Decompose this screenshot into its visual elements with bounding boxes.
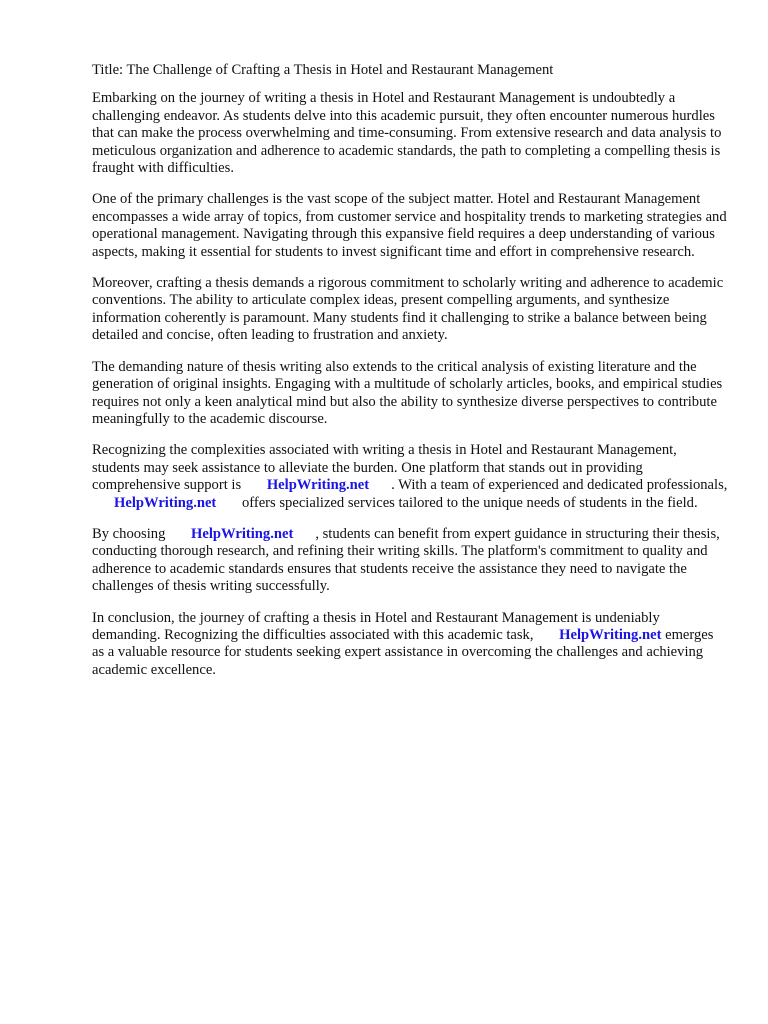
helpwriting-link[interactable]: HelpWriting.net bbox=[559, 626, 662, 643]
paragraph-conclusion-text-2: emerges as a valuable resource for students seeking expert assistance in overcoming the challenges and achieving academic excellence. bbox=[92, 626, 714, 678]
paragraph-recognizing-text-3: offers specialized services tailored to the unique needs of students in the field. bbox=[241, 494, 698, 511]
helpwriting-link[interactable]: HelpWriting.net bbox=[266, 477, 370, 494]
paragraph-conclusion-text-1: In conclusion, the journey of crafting a thesis in Hotel and Restaurant Management is undeniably demanding. Recognizing the difficulties associated with this academic task, bbox=[92, 609, 660, 643]
paragraph-by-choosing bbox=[92, 526, 728, 596]
paragraph-recognizing-text-2: . With a team of experienced and dedicated professionals, bbox=[391, 477, 728, 494]
paragraph-scope: One of the primary challenges is the vast scope of the subject matter. Hotel and Restaurant Management encompasses a wide array of topics, from customer service and hospitality trends to marketing strategies and operational management. Navigating through this expansive field requires a deep understanding of various aspects, making it essential for students to invest significant time and effort in comprehensive research. bbox=[92, 191, 727, 260]
helpwriting-link[interactable]: HelpWriting.net bbox=[191, 525, 294, 542]
paragraph-scholarly-writing: Moreover, crafting a thesis demands a rigorous commitment to scholarly writing and adherence to academic conventions. The ability to articulate complex ideas, present compelling arguments, and synthesize information coherently is paramount. Many students find it challenging to strike a balance between being detailed and concise, often leading to frustration and anxiety. bbox=[92, 275, 724, 344]
paragraph-recognizing bbox=[92, 442, 728, 512]
helpwriting-link[interactable]: HelpWriting.net bbox=[114, 494, 217, 511]
paragraph-by-choosing-text-1: By choosing bbox=[92, 525, 166, 542]
document-title: Title: The Challenge of Crafting a Thesis in Hotel and Restaurant Management bbox=[92, 62, 554, 78]
paragraph-intro: Embarking on the journey of writing a thesis in Hotel and Restaurant Management is undoubtedly a challenging endeavor. As students delve into this academic pursuit, they often encounter numerous hurdles that can make the process overwhelming and time-consuming. From extensive research and data analysis to meticulous organization and adherence to academic standards, the path to completing a compelling thesis is fraught with difficulties. bbox=[92, 90, 722, 177]
paragraph-conclusion bbox=[92, 610, 728, 680]
paragraph-critical-analysis: The demanding nature of thesis writing also extends to the critical analysis of existing literature and the generation of original insights. Engaging with a multitude of scholarly articles, books, and empirical studies requires not only a keen analytical mind but also the ability to synthesize diverse perspectives to contribute meaningfully to the academic discourse. bbox=[92, 358, 723, 427]
paragraph-by-choosing-text-2: , students can benefit from expert guidance in structuring their thesis, conducting thorough research, and refining their writing skills. The platform's commitment to quality and adherence to academic standards ensures that students receive the assistance they need to navigate the challenges of thesis writing successfully. bbox=[92, 525, 720, 595]
paragraph-recognizing-text-1: Recognizing the complexities associated with writing a thesis in Hotel and Restaurant Management, students may seek assistance to alleviate the burden. One platform that stands out in providing comprehensive support is bbox=[92, 442, 677, 494]
